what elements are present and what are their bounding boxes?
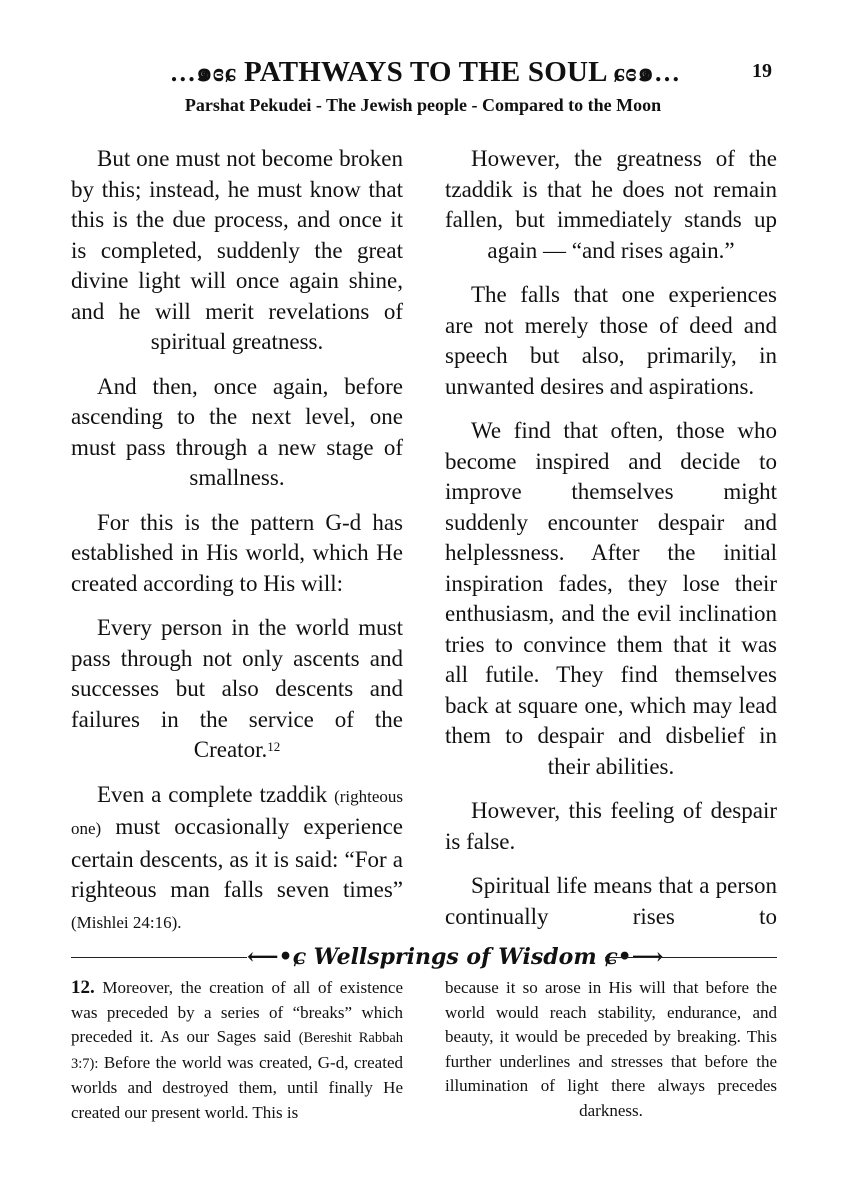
paragraph [71,780,403,939]
ornament-right-icon: ɕɞ๑… [613,58,681,87]
paragraph-text: must occasionally experience certain descents, as it is said: “For a righteous man falls seven times” [71,814,404,902]
paragraph-text: Even a complete tzaddik [97,781,328,807]
footnote-citation: (Bereshit Rabbah 3:7): [71,1030,404,1072]
footnote-text: Before the world was created, G-d, created worlds and destroyed them, until finally He created our present world. This is [71,1052,403,1122]
ornament-left-icon: …๑ɞɕ [169,58,237,87]
footnote-left [71,976,403,1125]
divider-line-left [71,957,247,958]
book-title [130,52,720,93]
paragraph: Spiritual life means that a person continually rises to [445,873,777,929]
footnote-divider [71,944,777,970]
paragraph [71,613,403,766]
paragraph: However, the greatness of the tzaddik is that he does not remain fallen, but immediately stands up again — “and rises again.” [445,146,777,263]
footnote-text: because it so arose in His will that before the world would reach stability, endurance, and beauty, it would be preceded by breaking. This further underlines and stresses that before the illumination of light there always precedes darkness. [445,978,777,1120]
parenthetical: (righteous one) [71,786,403,838]
paragraph: The falls that one experiences are not merely those of deed and speech but also, primarily, in unwanted desires and aspirations. [445,282,777,399]
paragraph: For this is the pattern G-d has established in His world, which He created according to His will: [71,509,403,596]
footnote-number: 12. [71,977,95,998]
right-column [445,144,777,946]
left-column [71,144,403,952]
footnote-text: Moreover, the creation of all of existence was preceded by a series of “breaks” which preceded it. As our Sages said [71,978,403,1046]
footnote-marker: 12 [267,739,281,754]
footnote-right [445,976,777,1123]
footnote-section-title: ⟵•ɕ Wellsprings of Wisdom ɕ•⟶ [247,944,664,970]
paragraph: However, this feeling of despair is false. [445,798,777,854]
book-title-text: PATHWAYS TO THE SOUL [243,56,607,88]
running-header [0,52,846,88]
chapter-subtitle: Parshat Pekudei - The Jewish people - Compared to the Moon [184,95,662,115]
page-number: 19 [752,60,772,82]
divider-line-right [605,957,777,958]
citation: (Mishlei 24:16). [71,912,182,932]
paragraph: And then, once again, before ascending to the next level, one must pass through a new stage of smallness. [71,373,403,490]
paragraph: We find that often, those who become inspired and decide to improve themselves might suddenly encounter despair and helplessness. After the initial inspiration fades, they lose their enthusiasm, and the evil inclination tries to convince them that it was all futile. They find themselves back at square one, which may lead them to despair and disbelief in their abilities. [445,418,777,779]
paragraph: But one must not become broken by this; instead, he must know that this is the due process, and once it is completed, suddenly the great divine light will once again shine, and he will merit revelations of spiritual greatness. [71,146,403,354]
paragraph-text: Every person in the world must pass through not only ascents and successes but also descents and failures in the service of the Creator. [71,615,403,762]
